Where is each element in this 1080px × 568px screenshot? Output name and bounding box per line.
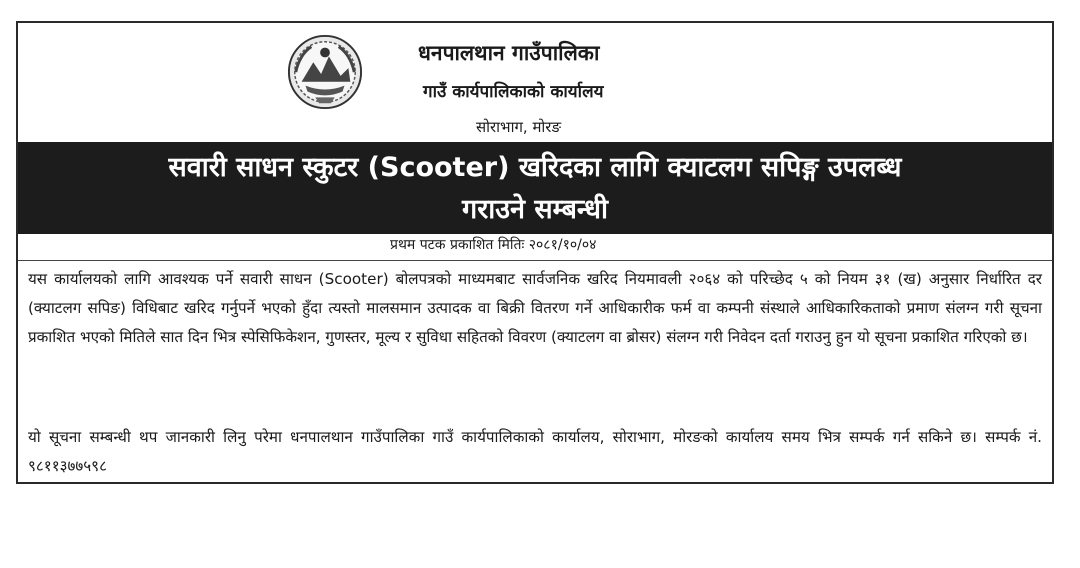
divider bbox=[18, 260, 1052, 261]
notice-paragraph-1: यस कार्यालयको लागि आवश्यक पर्ने सवारी साधन (Scooter) बोलपत्रको माध्यमबाट सार्वजनिक खरिद नियमावली २०६४ को परिच्छेद ५ को नियम ३१ (ख) अनुसार निर्धारित दर (क्याटलग सपिङ) विधिबाट खरिद गर्नुपर्ने भएको हुँदा त्यस्तो मालसमान उत्पादक वा बिक्री वितरण गर्ने आधिकारीक फर्म वा कम्पनी संस्थाले आधिकारिकताको प्रमाण संलग्न गरी सूचना प्रकाशित भएको मितिले सात दिन भित्र स्पेसिफिकेशन, गुणस्तर, मूल्य र सुविधा सहितको विवरण (क्याटलग वा ब्रोसर) संलग्न गरी निवेदन दर्ता गराउनु हुन यो सूचना प्रकाशित गरिएको छ। bbox=[28, 270, 1042, 346]
published-date: प्रथम पटक प्रकाशित मितिः २०८१/१०/०४ bbox=[390, 237, 597, 253]
municipality-name: धनपालथान गाउँपालिका bbox=[418, 41, 600, 65]
office-address: सोराभाग, मोरङ bbox=[476, 118, 562, 136]
office-name: गाउँ कार्यपालिकाको कार्यालय bbox=[423, 82, 604, 102]
notice-title-line1: सवारी साधन स्कुटर (Scooter) खरिदका लागि क्याटलग सपिङ्ग उपलब्ध bbox=[168, 152, 902, 183]
notice-box bbox=[16, 21, 1054, 484]
notice-title-bar bbox=[18, 142, 1052, 234]
nepal-government-emblem-icon bbox=[286, 33, 364, 111]
notice-paragraph-2: यो सूचना सम्बन्धी थप जानकारी लिनु परेमा धनपालथान गाउँपालिका गाउँ कार्यपालिकाको कार्यालय, सोराभाग, मोरङको कार्यालय समय भित्र सम्पर्क गर्न सकिने छ। सम्पर्क नं. ९८११३७७५९८ bbox=[28, 428, 1042, 475]
notice-title-line2: गराउने सम्बन्धी bbox=[462, 194, 608, 225]
